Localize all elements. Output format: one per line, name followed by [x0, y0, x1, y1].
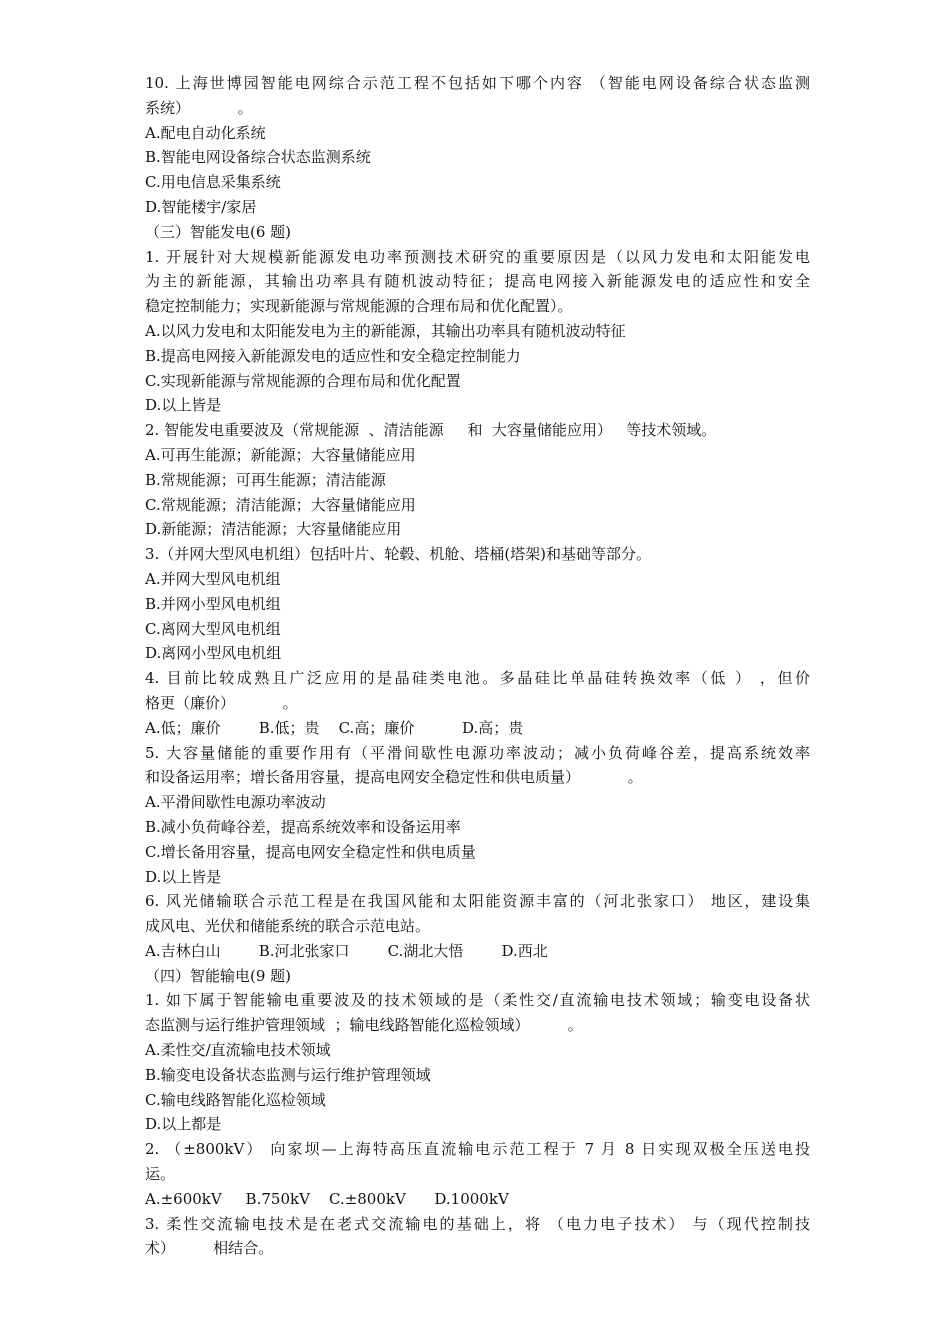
text-line: 运。 — [145, 1165, 176, 1184]
answer-option: A.平滑间歇性电源功率波动 — [145, 793, 326, 812]
answer-option: A.并网大型风电机组 — [145, 569, 281, 588]
answer-option: C.常规能源；清洁能源；大容量储能应用 — [145, 495, 416, 514]
answer-option: C.实现新能源与常规能源的合理布局和优化配置 — [145, 371, 461, 390]
document-page — [145, 71, 810, 1261]
text-line: 1. 如下属于智能输电重要波及的技术领域的是（柔性交/直流输电技术领域；输变电设备状 — [145, 991, 810, 1010]
text-line: 稳定控制能力；实现新能源与常规能源的合理布局和优化配置）。 — [145, 297, 573, 316]
answer-options-inline: A.吉林白山 B.河北张家口 C.湖北大悟 D.西北 — [145, 941, 548, 960]
text-line: 1. 开展针对大规模新能源发电功率预测技术研究的重要原因是（以风力发电和太阳能发电 — [145, 247, 810, 266]
answer-option: A.可再生能源；新能源；大容量储能应用 — [145, 445, 416, 464]
answer-option: A.柔性交/直流输电技术领域 — [145, 1041, 331, 1060]
answer-option: C.增长备用容量，提高电网安全稳定性和供电质量 — [145, 842, 476, 861]
text-line: 2. 智能发电重要波及（常规能源 、清洁能源 和 大容量储能应用） 等技术领域。 — [145, 421, 717, 440]
answer-option: C.离网大型风电机组 — [145, 619, 281, 638]
answer-option: B.并网小型风电机组 — [145, 594, 281, 613]
text-line: 和设备运用率；增长备用容量，提高电网安全稳定性和供电质量） 。 — [145, 768, 643, 787]
answer-option: B.智能电网设备综合状态监测系统 — [145, 148, 371, 167]
answer-options-inline: A.低；廉价 B.低；贵 C.高；廉价 D.高；贵 — [145, 718, 524, 737]
text-line: 为主的新能源，其输出功率具有随机波动特征；提高电网接入新能源发电的适应性和安全 — [145, 272, 810, 291]
answer-options-inline: A.±600kV B.750kV C.±800kV D.1000kV — [145, 1189, 509, 1208]
text-line: 术） 相结合。 — [145, 1239, 274, 1258]
text-line: 4. 目前比较成熟且广泛应用的是晶硅类电池。多晶硅比单晶硅转换效率（低 ） ，但价 — [145, 669, 810, 688]
text-line: 5. 大容量储能的重要作用有（平滑间歇性电源功率波动；减小负荷峰谷差，提高系统效率 — [145, 743, 810, 762]
answer-option: C.用电信息采集系统 — [145, 173, 281, 192]
answer-option: D.以上皆是 — [145, 867, 222, 886]
text-line: 3.（并网大型风电机组）包括叶片、轮毂、机舱、塔桶(塔架)和基础等部分。 — [145, 545, 652, 564]
text-line: 10. 上海世博园智能电网综合示范工程不包括如下哪个内容 （智能电网设备综合状态监测 — [145, 74, 810, 92]
text-line: 系统） 。 — [145, 98, 253, 117]
text-line: 6. 风光储输联合示范工程是在我国风能和太阳能资源丰富的（河北张家口） 地区，建设集 — [145, 892, 810, 911]
answer-option: C.输电线路智能化巡检领域 — [145, 1090, 326, 1109]
answer-option: D.新能源；清洁能源；大容量储能应用 — [145, 520, 402, 539]
answer-option: B.提高电网接入新能源发电的适应性和安全稳定控制能力 — [145, 346, 521, 365]
section-heading: （四）智能输电(9 题) — [145, 966, 292, 985]
answer-option: D.以上皆是 — [145, 396, 222, 415]
answer-option: A.以风力发电和太阳能发电为主的新能源，其输出功率具有随机波动特征 — [145, 321, 626, 340]
answer-option: B.常规能源；可再生能源；清洁能源 — [145, 470, 386, 489]
answer-option: D.以上都是 — [145, 1115, 222, 1134]
text-line: 态监测与运行维护管理领域 ；输电线路智能化巡检领域） 。 — [145, 1016, 583, 1035]
answer-option: B.减小负荷峰谷差，提高系统效率和设备运用率 — [145, 817, 461, 836]
section-heading: （三）智能发电(6 题) — [145, 222, 292, 241]
text-line: 成风电、光伏和储能系统的联合示范电站。 — [145, 917, 431, 936]
answer-option: A.配电自动化系统 — [145, 123, 266, 142]
text-line: 2. （±800kV） 向家坝—上海特高压直流输电示范工程于 7 月 8 日实现双极全压送电投 — [145, 1140, 810, 1159]
answer-option: B.输变电设备状态监测与运行维护管理领域 — [145, 1065, 431, 1084]
text-line: 3. 柔性交流输电技术是在老式交流输电的基础上，将 （电力电子技术） 与（现代控制技 — [145, 1214, 810, 1233]
answer-option: D.离网小型风电机组 — [145, 644, 282, 663]
text-line: 格更（廉价） 。 — [145, 693, 298, 712]
answer-option: D.智能楼宇/家居 — [145, 197, 257, 216]
